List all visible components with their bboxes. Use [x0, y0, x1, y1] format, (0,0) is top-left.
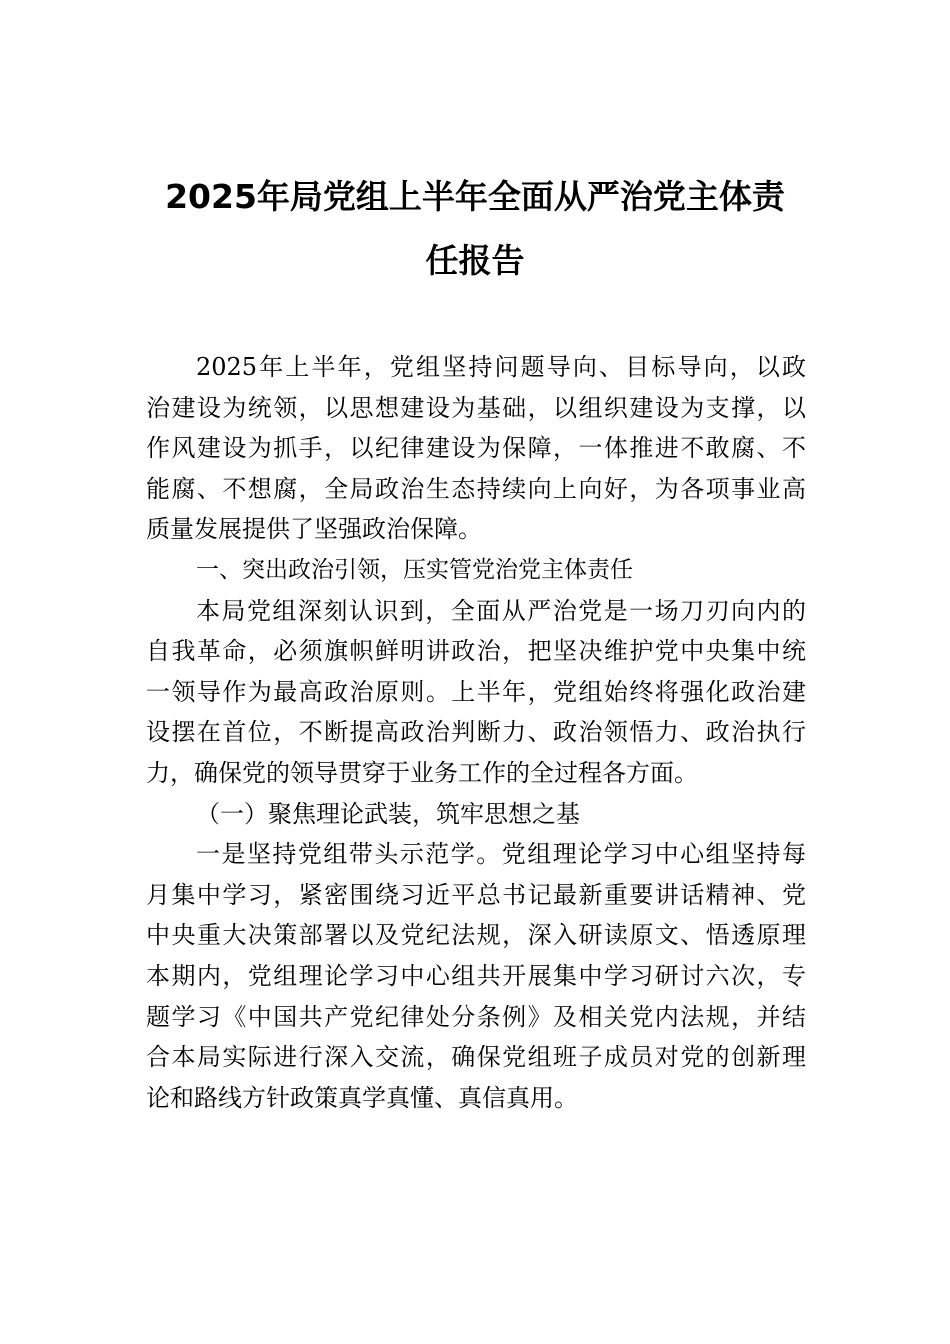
text-line: 中央重大决策部署以及党纪法规，深入研读原文、悟透原理: [146, 921, 806, 950]
text-line: 设摆在首位，不断提高政治判断力、政治领悟力、政治执行: [146, 718, 806, 747]
document-title: [120, 165, 830, 293]
text-line: 治建设为统领，以思想建设为基础，以组织建设为支撑，以: [146, 393, 806, 422]
text-line: 力，确保党的领导贯穿于业务工作的全过程各方面。: [146, 758, 698, 787]
subsection-heading: （一）聚焦理论武装，筑牢思想之基: [196, 799, 580, 828]
subsection-paragraph: [146, 834, 806, 1118]
text-line: 本局党组深刻认识到，全面从严治党是一场刀刃向内的: [196, 596, 806, 625]
text-line: 2025年上半年，党组坚持问题导向、目标导向，以政: [196, 353, 806, 381]
intro-paragraph: [146, 347, 806, 550]
title-line: 2025年局党组上半年全面从严治党主体责: [165, 177, 785, 216]
title-line: 任报告: [425, 241, 525, 280]
text-line: 题学习《中国共产党纪律处分条例》及相关党内法规，并结: [146, 1002, 806, 1031]
text-line: 自我革命，必须旗帜鲜明讲政治，把坚决维护党中央集中统: [146, 637, 806, 666]
text-line: 一领导作为最高政治原则。上半年，党组始终将强化政治建: [146, 677, 806, 706]
text-line: 能腐、不想腐，全局政治生态持续向上向好，为各项事业高: [146, 474, 806, 503]
text-line: 合本局实际进行深入交流，确保党组班子成员对党的创新理: [146, 1043, 806, 1072]
section-heading: 一、突出政治引领，压实管党治党主体责任: [196, 556, 633, 583]
text-line: 作风建设为抓手，以纪律建设为保障，一体推进不敢腐、不: [146, 434, 806, 463]
section-paragraph: [146, 591, 806, 794]
text-line: 本期内，党组理论学习中心组共开展集中学习研讨六次，专: [146, 961, 806, 990]
text-line: 论和路线方针政策真学真懂、真信真用。: [146, 1083, 578, 1112]
document-body: [146, 347, 806, 1118]
text-line: 一是坚持党组带头示范学。党组理论学习中心组坚持每: [196, 840, 806, 869]
text-line: 质量发展提供了坚强政治保障。: [146, 515, 482, 544]
text-line: 月集中学习，紧密围绕习近平总书记最新重要讲话精神、党: [146, 880, 806, 909]
